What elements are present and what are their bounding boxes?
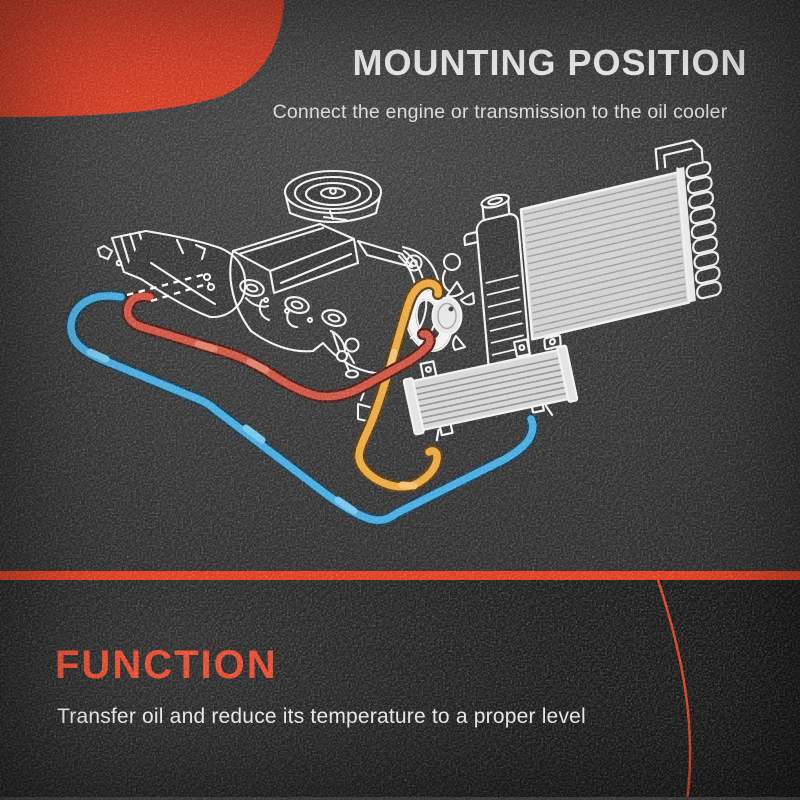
- page-subtitle: Connect the engine or transmission to the oil cooler: [272, 101, 728, 123]
- footer-accent-curve: [658, 580, 690, 800]
- function-title: FUNCTION: [55, 643, 278, 687]
- function-subtitle: Transfer oil and reduce its temperature to a proper level: [57, 705, 586, 728]
- page-title: MOUNTING POSITION: [352, 42, 748, 83]
